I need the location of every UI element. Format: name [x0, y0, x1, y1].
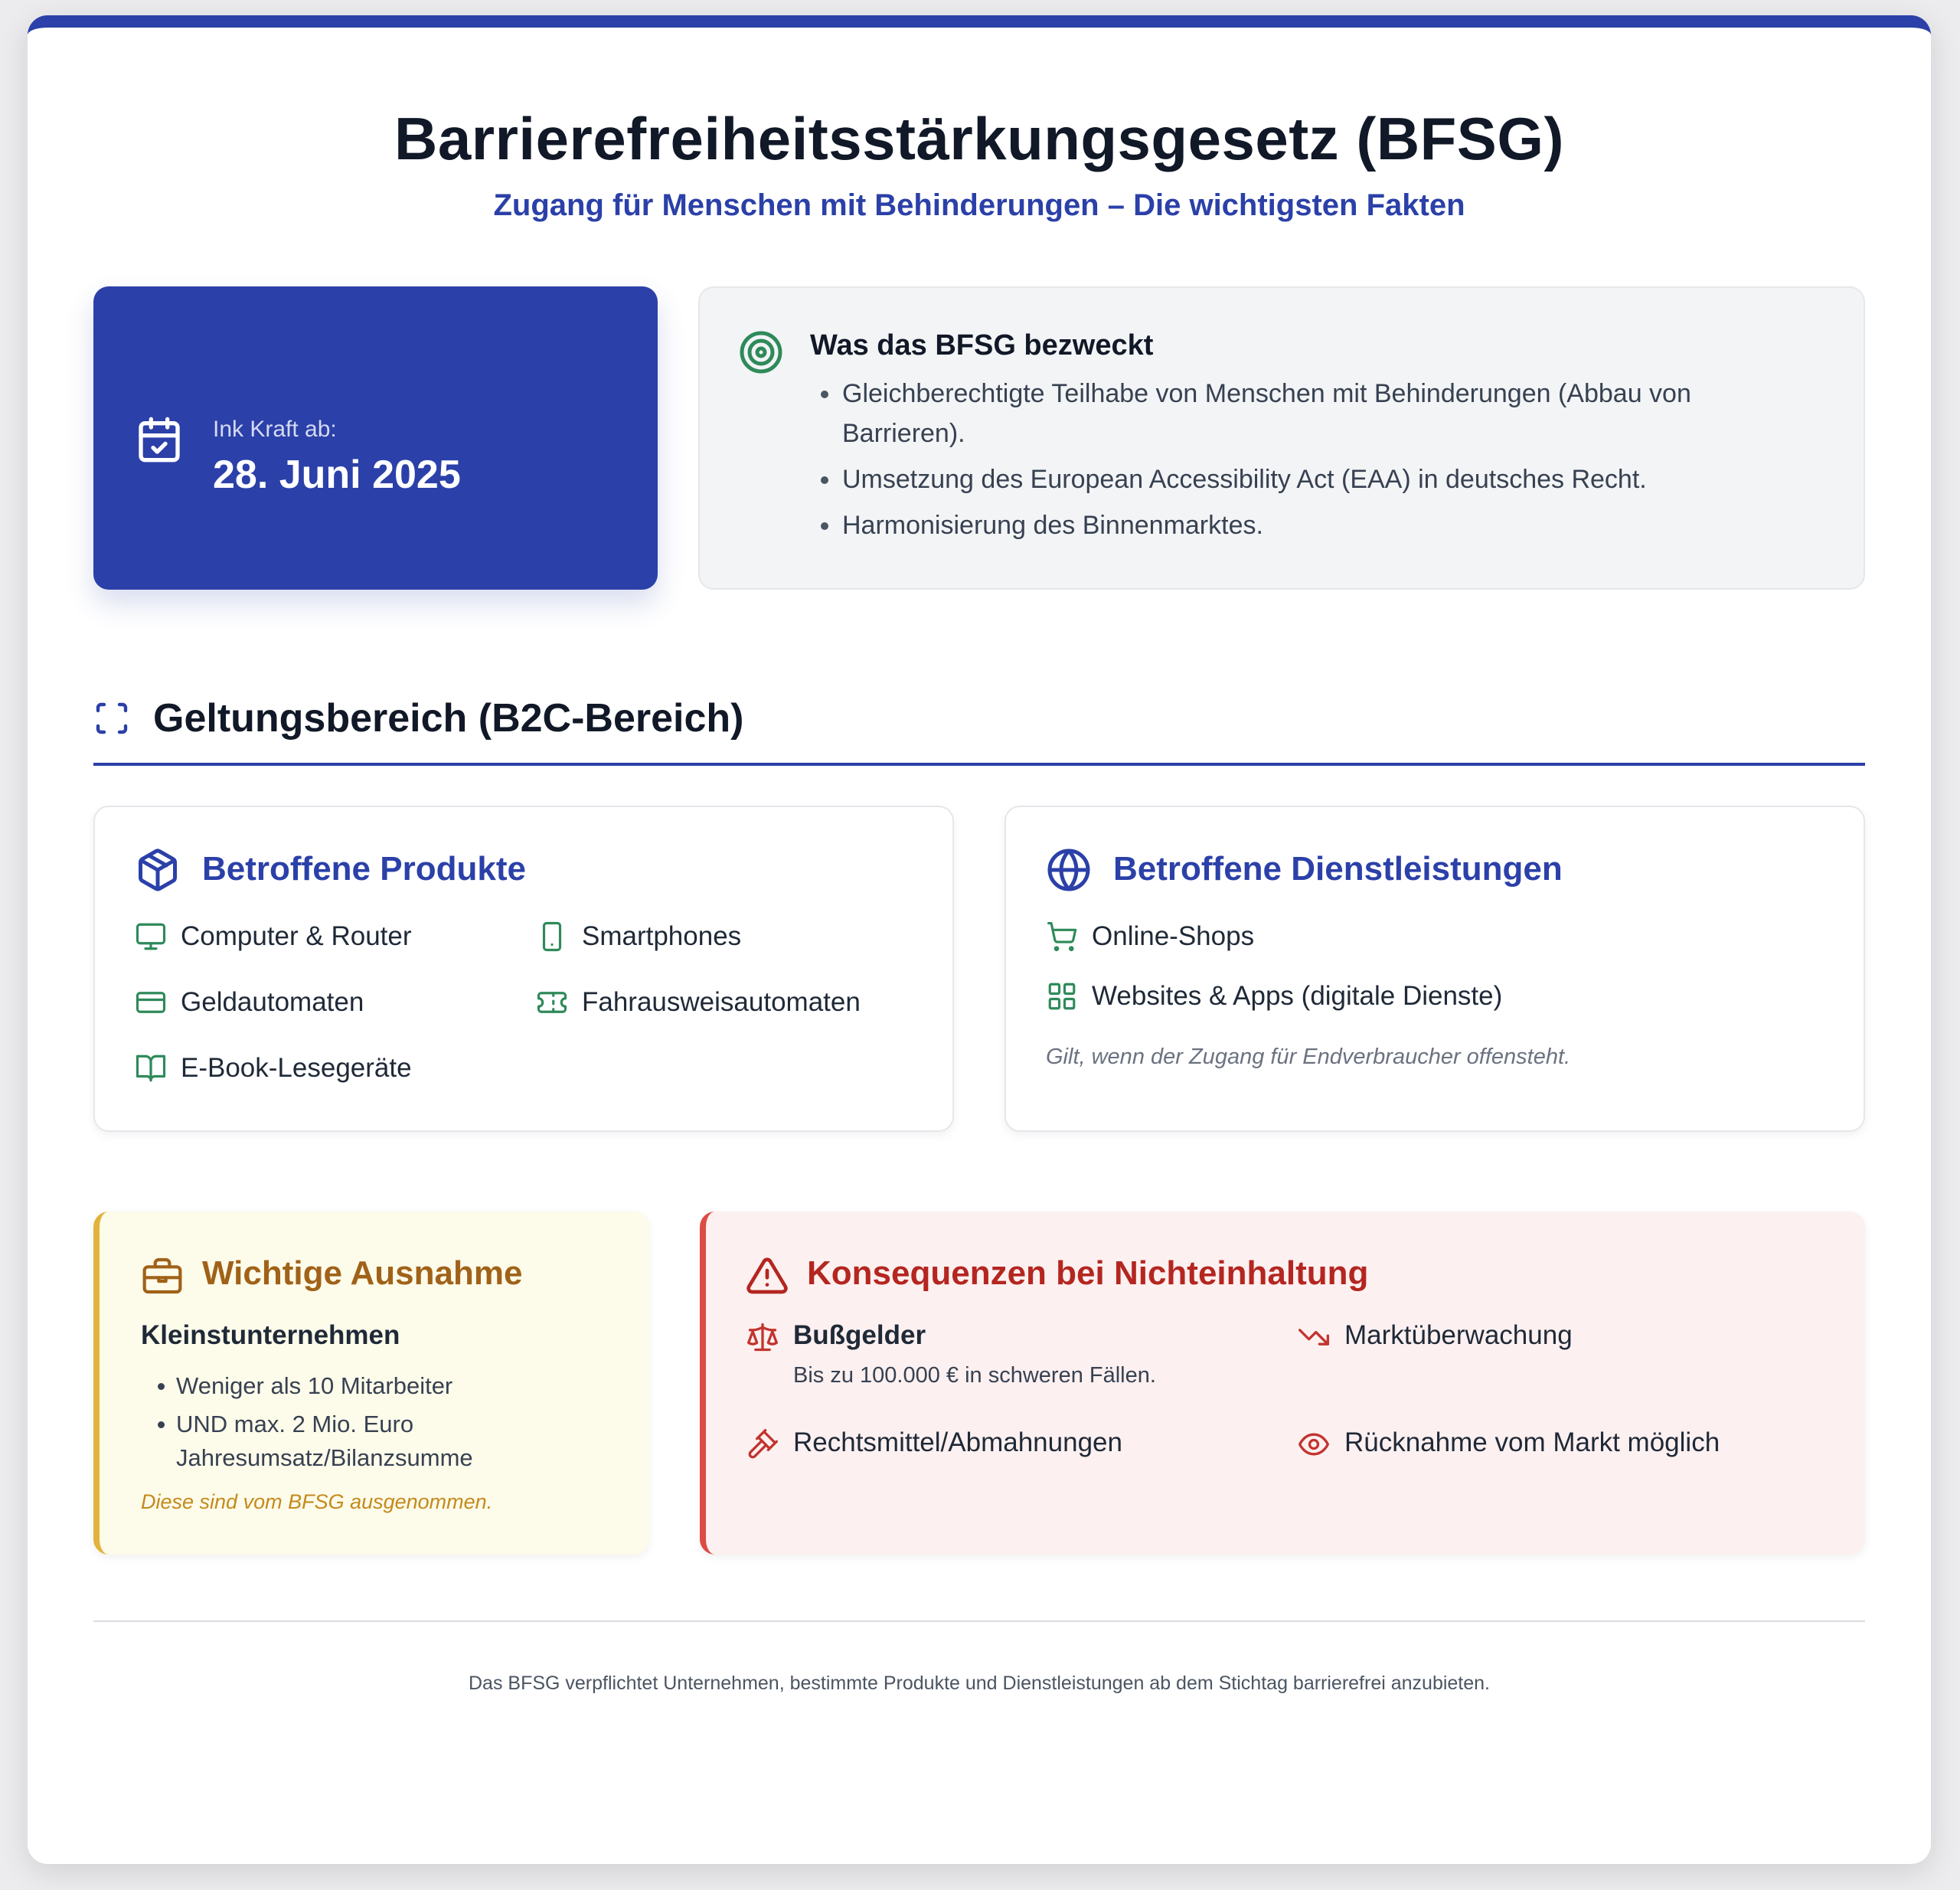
- services-title: Betroffene Dienstleistungen: [1113, 850, 1563, 888]
- recall-label: Rücknahme vom Markt möglich: [1344, 1427, 1720, 1457]
- product-item-label: Smartphones: [582, 921, 742, 951]
- exception-subtitle: Kleinstunternehmen: [141, 1320, 400, 1350]
- purpose-item: Harmonisierung des Binnenmarktes.: [842, 505, 1807, 545]
- smartphone-icon: [536, 920, 568, 953]
- product-item-label: Computer & Router: [181, 921, 412, 951]
- product-item-ticket-machine: [536, 986, 861, 1019]
- book-open-icon: [135, 1052, 167, 1084]
- effective-date-panel: [93, 286, 658, 590]
- consequence-surveillance: [1297, 1319, 1573, 1354]
- purpose-item: Umsetzung des European Accessibility Act (EAA) in deutsches Recht.: [842, 459, 1807, 499]
- product-item-label: Geldautomaten: [181, 987, 364, 1017]
- scope-section-heading: [93, 694, 1865, 766]
- exception-title: Wichtige Ausnahme: [202, 1254, 523, 1292]
- infographic-card: [28, 15, 1931, 1864]
- products-card: [93, 806, 954, 1132]
- consequences-title: Konsequenzen bei Nichteinhaltung: [807, 1254, 1369, 1292]
- page-subtitle: Zugang für Menschen mit Behinderungen – Die wichtigsten Fakten: [493, 188, 1465, 222]
- fines-label: Bußgelder: [793, 1320, 926, 1350]
- service-item-label: Websites & Apps (digitale Dienste): [1092, 981, 1503, 1011]
- surveillance-label: Marktüberwachung: [1344, 1320, 1573, 1350]
- cart-icon: [1046, 920, 1078, 953]
- trending-down-icon: [1297, 1320, 1331, 1354]
- calendar-check-icon: [135, 415, 184, 464]
- box-icon: [135, 847, 181, 893]
- purpose-item: Gleichberechtigte Teilhabe von Menschen mit Behinderungen (Abbau von Barrieren).: [842, 374, 1807, 453]
- service-item-label: Online-Shops: [1092, 921, 1255, 951]
- scale-icon: [746, 1320, 779, 1354]
- exception-item: Weniger als 10 Mitarbeiter: [176, 1369, 605, 1403]
- effective-date-label: Ink Kraft ab:: [213, 417, 337, 442]
- purpose-title: Was das BFSG bezweckt: [810, 329, 1154, 361]
- product-item-ebook: [135, 1052, 412, 1084]
- products-title: Betroffene Produkte: [202, 850, 526, 888]
- legal-label: Rechtsmittel/Abmahnungen: [793, 1427, 1122, 1457]
- product-item-label: Fahrausweisautomaten: [582, 987, 861, 1017]
- warning-triangle-icon: [746, 1254, 789, 1297]
- globe-icon: [1046, 847, 1092, 893]
- consequence-legal: [746, 1426, 1122, 1461]
- product-item-label: E-Book-Lesegeräte: [181, 1053, 412, 1083]
- consequence-recall: [1297, 1426, 1720, 1461]
- consequence-fines: [746, 1319, 1156, 1389]
- service-item-online-shops: [1046, 920, 1254, 953]
- exception-panel: [93, 1211, 649, 1555]
- effective-date-value: 28. Juni 2025: [213, 453, 461, 497]
- ticket-icon: [536, 986, 568, 1019]
- eye-icon: [1297, 1427, 1331, 1461]
- grid-icon: [1046, 980, 1078, 1012]
- scope-title: Geltungsbereich (B2C-Bereich): [153, 696, 744, 741]
- page-title: Barrierefreiheitsstärkungsgesetz (BFSG): [394, 105, 1564, 172]
- exception-note: Diese sind vom BFSG ausgenommen.: [141, 1490, 493, 1513]
- exception-item: UND max. 2 Mio. Euro Jahresumsatz/Bilanzsumme: [176, 1408, 605, 1475]
- scan-icon: [93, 700, 130, 737]
- product-item-atm: [135, 986, 364, 1019]
- footer-divider: [93, 1620, 1865, 1622]
- product-item-smartphones: [536, 920, 741, 953]
- credit-card-icon: [135, 986, 167, 1019]
- fines-detail: Bis zu 100.000 € in schweren Fällen.: [793, 1363, 1156, 1388]
- services-note: Gilt, wenn der Zugang für Endverbraucher offensteht.: [1046, 1045, 1571, 1069]
- product-item-computer: [135, 920, 412, 953]
- purpose-list: [842, 374, 1807, 551]
- consequences-panel: [700, 1211, 1865, 1555]
- monitor-icon: [135, 920, 167, 953]
- purpose-panel: [698, 286, 1865, 590]
- target-icon: [738, 329, 784, 375]
- service-item-websites: [1046, 980, 1502, 1012]
- footer-text: Das BFSG verpflichtet Unternehmen, bestimmte Produkte und Dienstleistungen ab dem Stichtag barrierefrei anzubieten.: [468, 1673, 1491, 1694]
- gavel-icon: [746, 1427, 779, 1461]
- services-card: [1004, 806, 1865, 1132]
- briefcase-icon: [141, 1254, 184, 1297]
- exception-list: [176, 1369, 605, 1480]
